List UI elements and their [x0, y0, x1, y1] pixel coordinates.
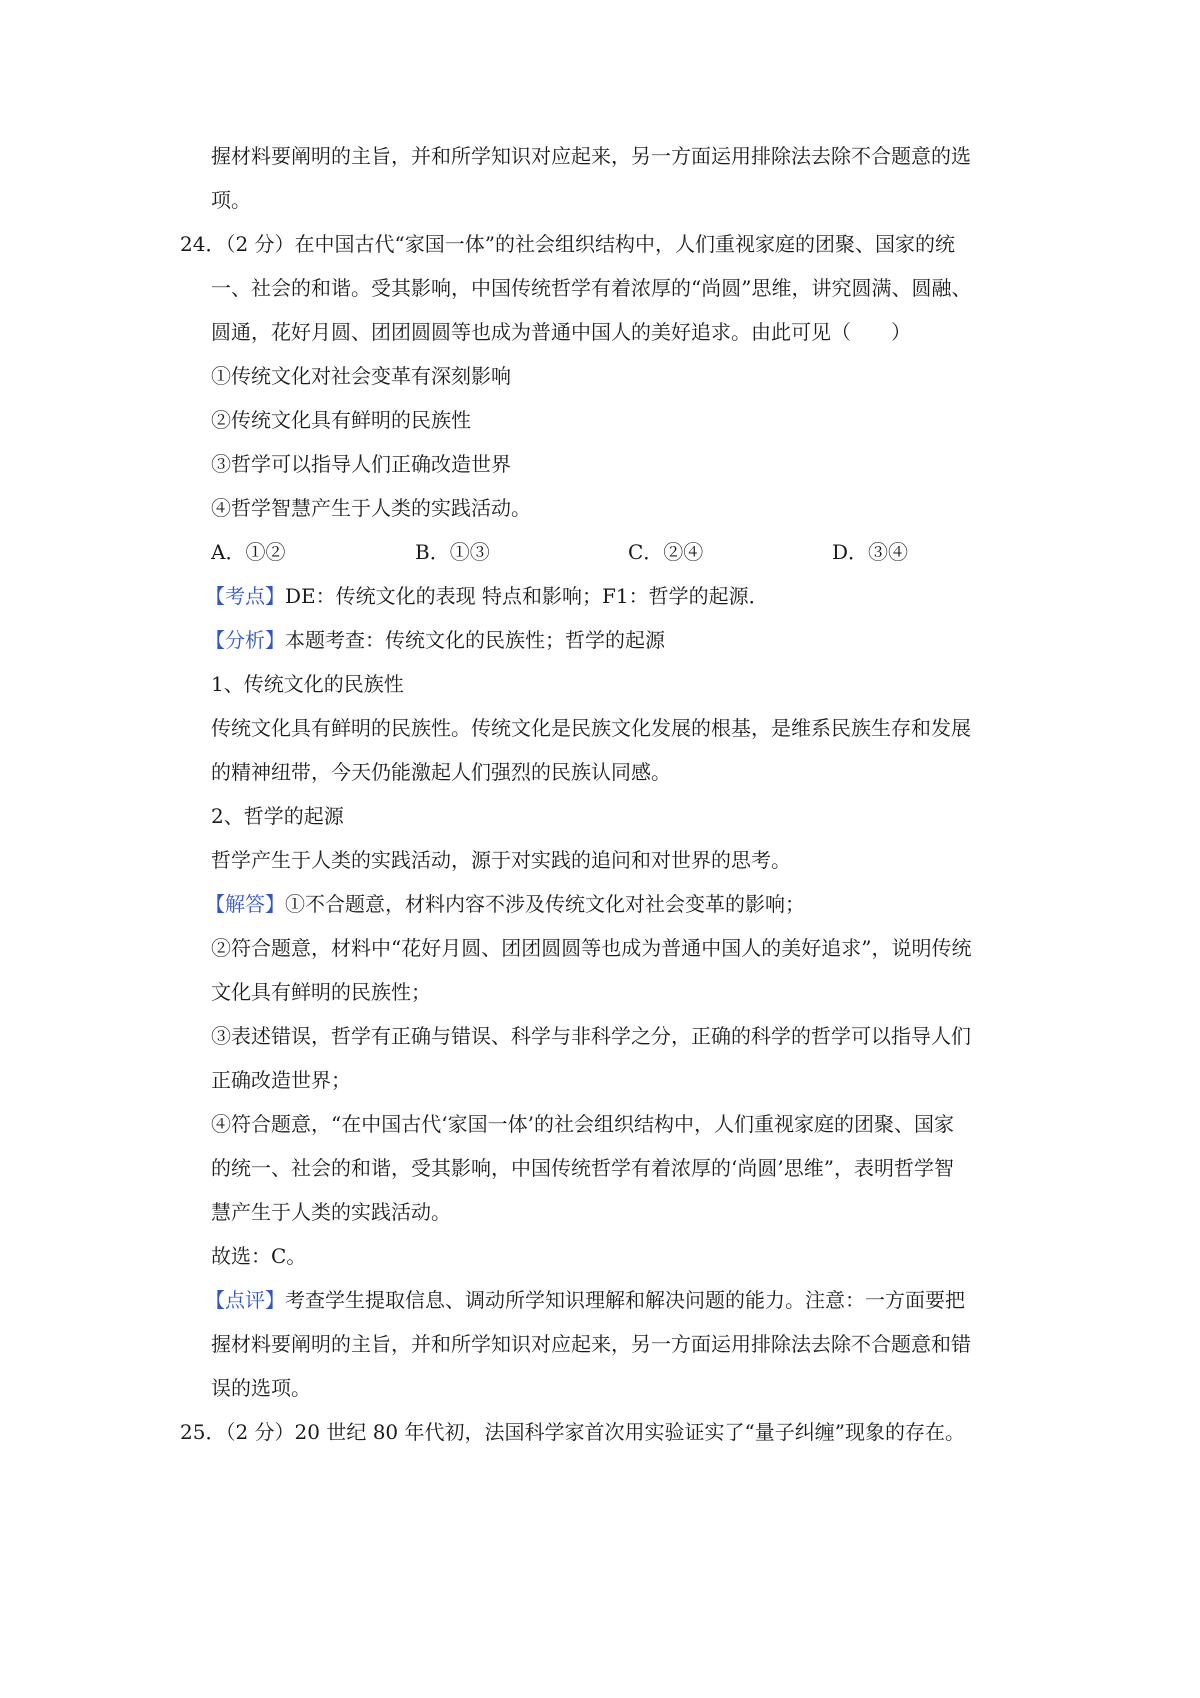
statement-1: ①传统文化对社会变革有深刻影响 — [211, 364, 511, 388]
jieda-body-line: ④符合题意，“在中国古代‘家国一体’的社会组织结构中，人们重视家庭的团聚、国家 — [211, 1112, 954, 1136]
question-stem-line: 在中国古代“家国一体”的社会组织结构中，人们重视家庭的团聚、国家的统 — [294, 232, 955, 256]
kaodian-line — [205, 582, 769, 610]
question-25-header — [180, 1418, 965, 1446]
dianping-body-line: 握材料要阐明的主旨，并和所学知识对应起来，另一方面运用排除法去除不合题意和错 — [211, 1332, 971, 1356]
kaodian-tag: 【考点】 — [205, 584, 285, 608]
statement-3: ③哲学可以指导人们正确改造世界 — [211, 452, 511, 476]
jieda-body-line: ②符合题意，材料中“花好月圆、团团圆圆等也成为普通中国人的美好追求”，说明传统 — [211, 936, 972, 960]
jieda-body-line: 的统一、社会的和谐，受其影响，中国传统哲学有着浓厚的‘尚圆’思维”，表明哲学智 — [211, 1156, 954, 1180]
option-a: A．①② — [211, 540, 286, 564]
fenxi-body-line: 哲学产生于人类的实践活动，源于对实践的追问和对世界的思考。 — [211, 848, 791, 872]
prev-tail-line-2: 项。 — [211, 188, 251, 212]
jieda-line — [205, 890, 805, 918]
fenxi-body-line: 2、哲学的起源 — [211, 804, 344, 828]
option-b: B．①③ — [415, 540, 490, 564]
jieda-body-line: ③表述错误，哲学有正确与错误、科学与非科学之分，正确的科学的哲学可以指导人们 — [211, 1024, 971, 1048]
question-stem-line: 20 世纪 80 年代初，法国科学家首次用实验证实了“量子纠缠”现象的存在。 — [294, 1420, 965, 1444]
fenxi-tag: 【分析】 — [205, 628, 285, 652]
jieda-body-line: 文化具有鲜明的民族性； — [211, 980, 431, 1004]
dianping-body-line: 误的选项。 — [211, 1376, 311, 1400]
jieda-tag: 【解答】 — [205, 892, 285, 916]
dianping-text: 考查学生提取信息、调动所学知识理解和解决问题的能力。注意：一方面要把 — [285, 1288, 965, 1312]
jieda-body-line: 慧产生于人类的实践活动。 — [211, 1200, 451, 1224]
statement-4: ④哲学智慧产生于人类的实践活动。 — [211, 496, 531, 520]
jieda-text: ①不合题意，材料内容不涉及传统文化对社会变革的影响； — [285, 892, 805, 916]
question-number: 25． — [180, 1420, 226, 1444]
jieda-body-line: 正确改造世界； — [211, 1068, 351, 1092]
question-number: 24． — [180, 232, 226, 256]
fenxi-line — [205, 626, 665, 654]
option-c: C．②④ — [628, 540, 704, 564]
dianping-tag: 【点评】 — [205, 1288, 285, 1312]
fenxi-body-line: 的精神纽带，今天仍能激起人们强烈的民族认同感。 — [211, 760, 671, 784]
question-stem-line: 圆通，花好月圆、团团圆圆等也成为普通中国人的美好追求。由此可见（ ） — [211, 320, 911, 344]
question-score: （2 分） — [225, 232, 295, 256]
question-24-header — [180, 230, 955, 258]
fenxi-body-line: 1、传统文化的民族性 — [211, 672, 404, 696]
dianping-line — [205, 1286, 965, 1314]
prev-tail-line-1: 握材料要阐明的主旨，并和所学知识对应起来，另一方面运用排除法去除不合题意的选 — [211, 144, 971, 168]
option-d: D．③④ — [832, 540, 909, 564]
question-stem-line: 一、社会的和谐。受其影响，中国传统哲学有着浓厚的“尚圆”思维，讲究圆满、圆融、 — [211, 276, 972, 300]
question-score: （2 分） — [225, 1420, 295, 1444]
statement-2: ②传统文化具有鲜明的民族性 — [211, 408, 471, 432]
fenxi-text: 本题考查：传统文化的民族性；哲学的起源 — [285, 628, 665, 652]
fenxi-body-line: 传统文化具有鲜明的民族性。传统文化是民族文化发展的根基，是维系民族生存和发展 — [211, 716, 971, 740]
answer-choice: 故选：C。 — [211, 1244, 307, 1268]
kaodian-text: DE：传统文化的表现 特点和影响；F1：哲学的起源． — [285, 584, 769, 608]
